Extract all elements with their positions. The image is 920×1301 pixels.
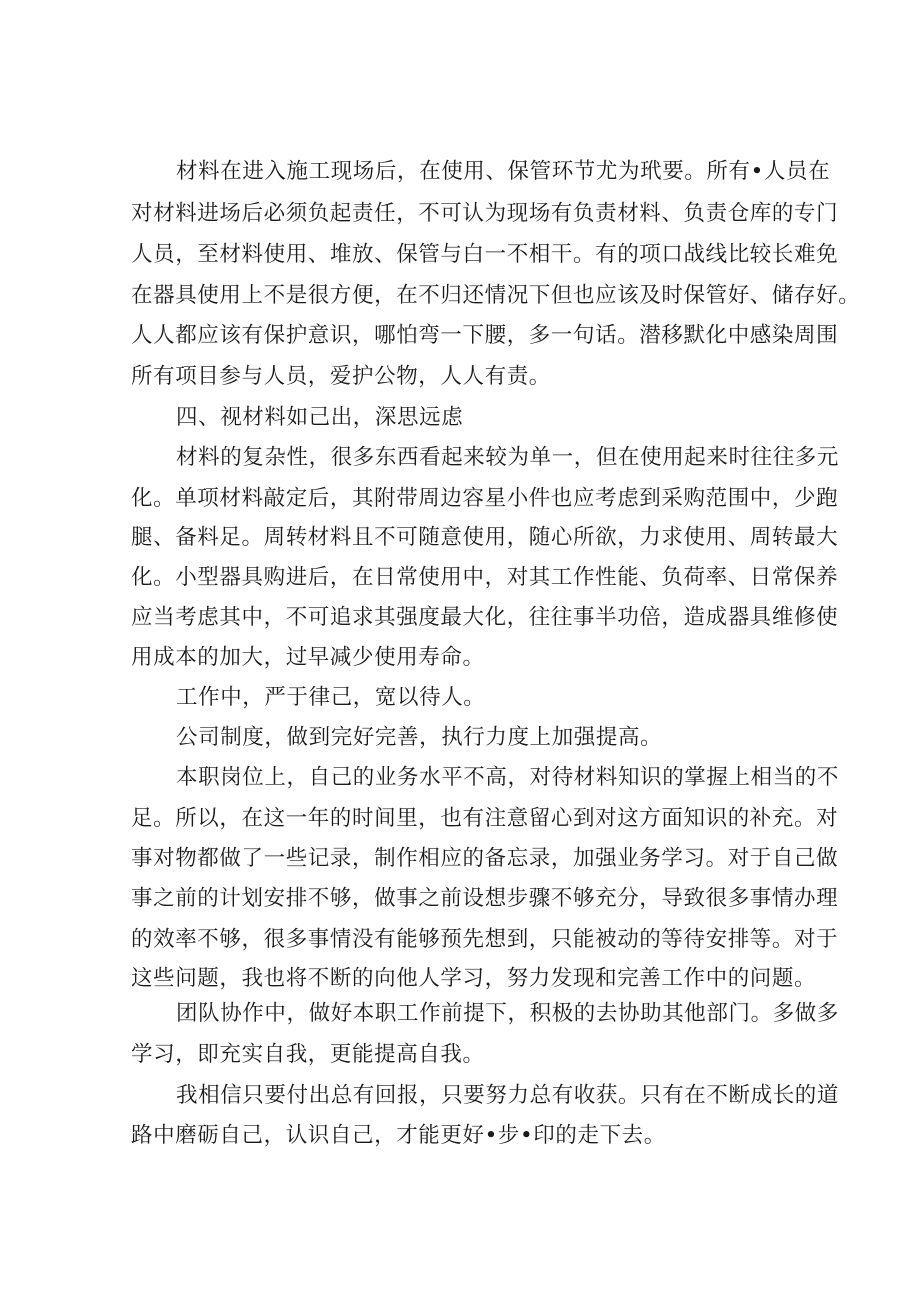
paragraph-line: 本职岗位上，自己的业务水平不高，对待材料知识的掌握上相当的不 <box>176 765 840 790</box>
paragraph-line: 化。小型器具购进后，在日常使用中，对其工作性能、负荷率、日常保养 <box>131 565 839 590</box>
paragraph-line: 化。单项材料敲定后，其附带周边容星小件也应考虑到采购范围中，少跑 <box>131 486 839 511</box>
paragraph-line: 应当考虑其中，不可追求其强度最大化，往往事半功倍，造成器具维修使 <box>131 605 839 630</box>
paragraph-line: 人员，至材料使用、堆放、保管与白一不相干。有的项口战线比较长难免 <box>131 242 839 267</box>
paragraph-line: 在器具使用上不是很方便，在不归还情况下但也应该及时保管好、储存好。 <box>131 283 861 308</box>
paragraph-line: 这些问题，我也将不断的向他人学习，努力发现和完善工作中的问题。 <box>131 966 817 991</box>
paragraph-line: 足。所以，在这一年的时间里，也有注意留心到对这方面知识的补充。对 <box>131 806 839 831</box>
paragraph-line: 对材料进场后必须负起责任，不可认为现场有负责材料、负责仓库的专门 <box>131 201 839 226</box>
paragraph-line: 用成本的加大，过早减少使用寿命。 <box>131 645 485 670</box>
paragraph-line: 我相信只要付出总有回报，只要努力总有收获。只有在不断成长的道 <box>176 1083 840 1108</box>
paragraph-line: 人人都应该有保护意识，哪怕弯一下腰，多一句话。潜移默化中感染周围 <box>131 323 839 348</box>
paragraph-line: 工作中，严于律己，宽以待人。 <box>176 685 486 710</box>
paragraph-line: 材料的复杂性，很多东西看起来较为单一，但在使用起来时往往多元 <box>176 445 840 470</box>
paragraph-line: 事之前的计划安排不够，做事之前设想步骤不够充分，导致很多事情办理 <box>131 886 839 911</box>
paragraph-line: 事对物都做了一些记录，制作相应的备忘录，加强业务学习。对于自己做 <box>131 846 839 871</box>
paragraph-line: 团队协作中，做好本职工作前提下，积极的去协助其他部门。多做多 <box>176 1001 840 1026</box>
paragraph-line: 公司制度，做到完好完善，执行力度上加强提高。 <box>176 725 663 750</box>
paragraph-line: 材料在进入施工现场后，在使用、保管环节尤为玳要。所有•人员在 <box>176 159 831 184</box>
paragraph-line: 路中磨砺自己，认识自己，才能更好•步•印的走下去。 <box>131 1123 666 1148</box>
paragraph-line: 所有项目参与人员，爱护公物，人人有责。 <box>131 364 551 389</box>
paragraph-line: 腿、备料足。周转材料且不可随意使用，随心所欲，力求使用、周转最大 <box>131 525 839 550</box>
paragraph-line: 的效率不够，很多事情没有能够预先想到，只能被动的等待安排等。对于 <box>131 927 839 952</box>
paragraph-line: 学习，即充实自我，更能提高自我。 <box>131 1042 485 1067</box>
section-heading: 四、视材料如己出，深思远虑 <box>176 405 464 430</box>
